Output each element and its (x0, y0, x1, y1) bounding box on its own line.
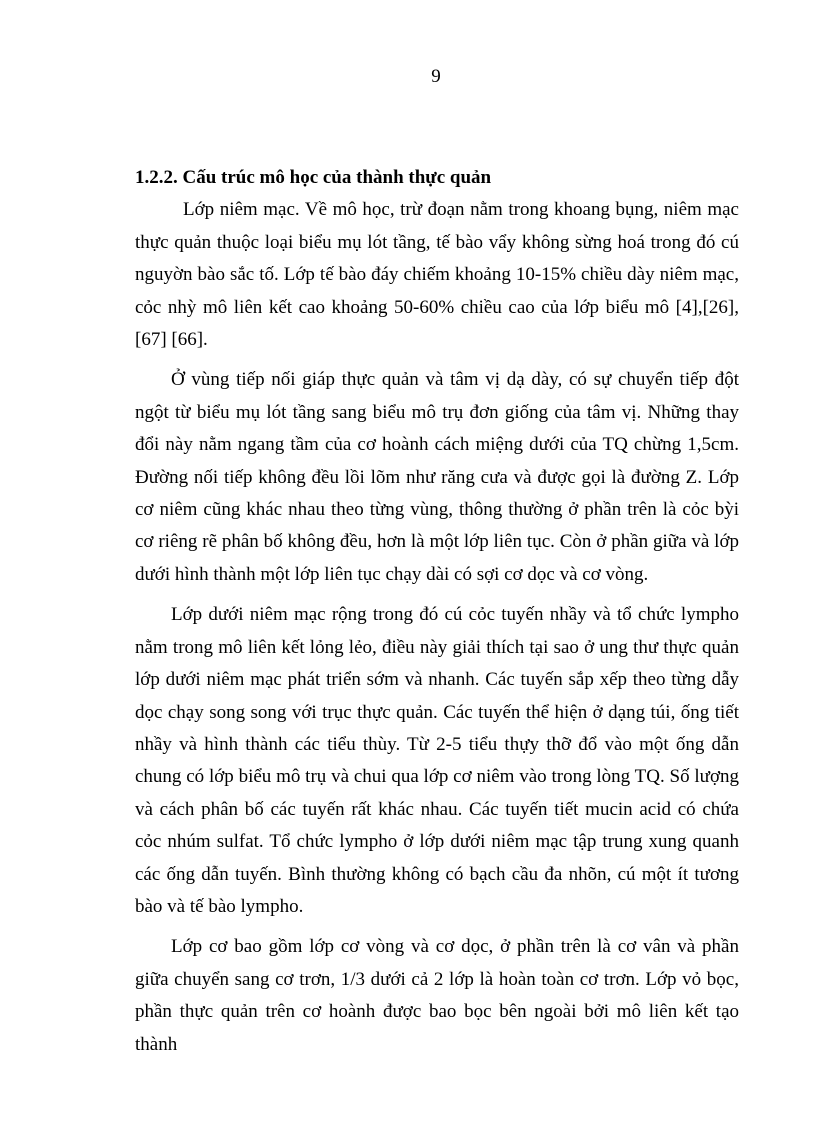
paragraph-mucosa: Lớp niêm mạc. Về mô học, trừ đoạn nằm trong khoang bụng, niêm mạc thực quản thuộc loại biểu mụ lót tầng, tế bào vẩy không sừng hoá trong đó cú nguyờn bào sắc tố. Lớp tế bào đáy chiếm khoảng 10-15% chiều dày niêm mạc, cỏc nhỳ mô liên kết cao khoảng 50-60% chiều cao của lớp biểu mô [4],[26], [67] [66]. (135, 199, 739, 351)
paragraph-junction: Ở vùng tiếp nối giáp thực quản và tâm vị dạ dày, có sự chuyển tiếp đột ngột từ biểu mụ lót tầng sang biểu mô trụ đơn giống của tâm vị. Những thay đổi này nằm ngang tầm của cơ hoành cách miệng dưới của TQ chừng 1,5cm. Đường nối tiếp không đều lồi lõm như răng cưa và được gọi là đường Z. Lớp cơ niêm cũng khác nhau theo từng vùng, thông thường ở phần trên là cỏc bỳi cơ riêng rẽ phân bố không đều, hơn là một lớp liên tục. Còn ở phần giữa và lớp dưới hình thành một lớp liên tục chạy dài có sợi cơ dọc và cơ vòng. (135, 369, 739, 585)
page-number: 9 (431, 66, 441, 87)
paragraph-muscle-layer: Lớp cơ bao gồm lớp cơ vòng và cơ dọc, ở phần trên là cơ vân và phần giữa chuyển sang cơ trơn, 1/3 dưới cả 2 lớp là hoàn toàn cơ trơn. Lớp vỏ bọc, phần thực quản trên cơ hoành được bao bọc bên ngoài bởi mô liên kết tạo thành (135, 936, 739, 1055)
section-heading: 1.2.2. Cấu trúc mô học của thành thực quản (135, 167, 492, 188)
paragraph-submucosa: Lớp dưới niêm mạc rộng trong đó cú cỏc tuyến nhầy và tổ chức lympho nằm trong mô liên kết lỏng lẻo, điều này giải thích tại sao ở ung thư thực quản lớp dưới niêm mạc phát triển sớm và nhanh. Các tuyến sắp xếp theo từng dẫy dọc chạy song song với trục thực quản. Các tuyến thể hiện ở dạng túi, ống tiết nhầy và hình thành các tiểu thùy. Từ 2-5 tiểu thựy thỡ đổ vào một ống dẫn chung có lớp biểu mô trụ và chui qua lớp cơ niêm vào trong lòng TQ. Số lượng và cách phân bố các tuyến rất khác nhau. Các tuyến tiết mucin acid có chứa cỏc nhúm sulfat. Tổ chức lympho ở lớp dưới niêm mạc tập trung xung quanh các ống dẫn tuyến. Bình thường không có bạch cầu đa nhõn, cú một ít tương bào và tế bào lympho. (135, 604, 739, 917)
document-body (135, 162, 739, 1061)
